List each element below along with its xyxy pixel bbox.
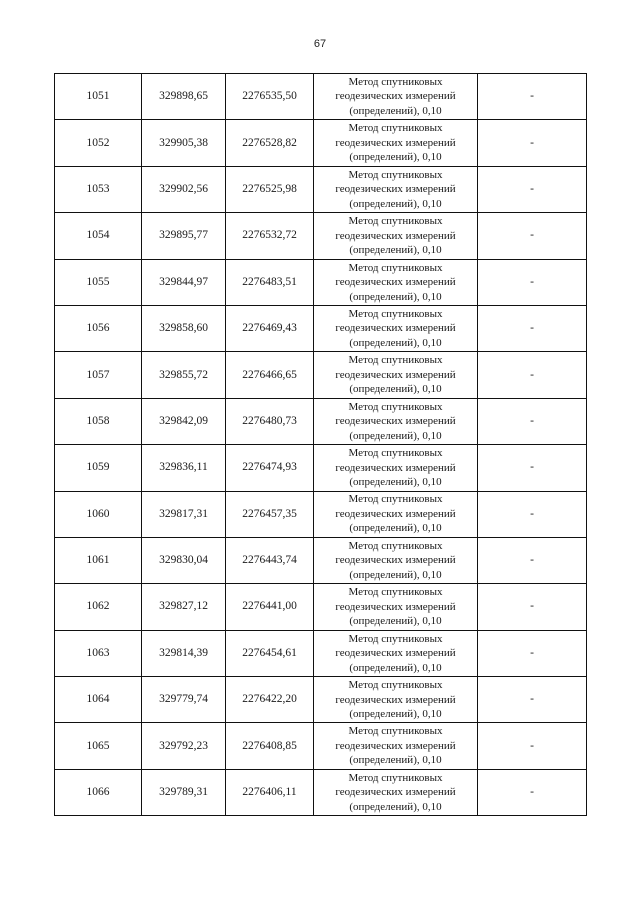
method-line: Метод спутниковых	[348, 447, 443, 460]
method-line: Метод спутниковых	[348, 679, 443, 692]
note-cell: -	[478, 630, 587, 676]
x-coordinate-cell: 329898,65	[142, 74, 226, 120]
point-number-cell: 1055	[55, 259, 142, 305]
point-number-cell: 1061	[55, 537, 142, 583]
x-coordinate-cell: 329827,12	[142, 584, 226, 630]
method-cell	[314, 630, 478, 676]
x-coordinate-cell: 329858,60	[142, 305, 226, 351]
method-cell	[314, 213, 478, 259]
note-cell: -	[478, 352, 587, 398]
note-cell: -	[478, 398, 587, 444]
point-number-cell: 1056	[55, 305, 142, 351]
table-row	[55, 305, 587, 351]
method-line: геодезических измерений	[335, 183, 456, 196]
method-line: Метод спутниковых	[348, 539, 443, 552]
point-number-cell: 1051	[55, 74, 142, 120]
method-cell	[314, 537, 478, 583]
method-line: геодезических измерений	[335, 554, 456, 567]
table-row	[55, 584, 587, 630]
table-row	[55, 677, 587, 723]
note-cell: -	[478, 491, 587, 537]
method-line: Метод спутниковых	[348, 632, 443, 645]
method-line: Метод спутниковых	[348, 122, 443, 135]
y-coordinate-cell: 2276528,82	[226, 120, 314, 166]
y-coordinate-cell: 2276535,50	[226, 74, 314, 120]
x-coordinate-cell: 329792,23	[142, 723, 226, 769]
coordinates-table	[54, 73, 587, 816]
table-row	[55, 723, 587, 769]
method-line: Метод спутниковых	[348, 493, 443, 506]
y-coordinate-cell: 2276443,74	[226, 537, 314, 583]
note-cell: -	[478, 74, 587, 120]
method-cell	[314, 584, 478, 630]
table-row	[55, 445, 587, 491]
x-coordinate-cell: 329902,56	[142, 166, 226, 212]
method-line: (определений), 0,10	[349, 290, 442, 303]
y-coordinate-cell: 2276474,93	[226, 445, 314, 491]
method-line: Метод спутниковых	[348, 307, 443, 320]
method-cell	[314, 305, 478, 351]
x-coordinate-cell: 329814,39	[142, 630, 226, 676]
method-line: геодезических измерений	[335, 507, 456, 520]
method-line: Метод спутниковых	[348, 261, 443, 274]
method-line: (определений), 0,10	[349, 244, 442, 257]
method-line: геодезических измерений	[335, 229, 456, 242]
note-cell: -	[478, 166, 587, 212]
y-coordinate-cell: 2276441,00	[226, 584, 314, 630]
method-line: Метод спутниковых	[348, 75, 443, 88]
x-coordinate-cell: 329855,72	[142, 352, 226, 398]
x-coordinate-cell: 329779,74	[142, 677, 226, 723]
method-cell	[314, 677, 478, 723]
method-line: геодезических измерений	[335, 461, 456, 474]
method-line: (определений), 0,10	[349, 708, 442, 721]
table-row	[55, 630, 587, 676]
method-line: геодезических измерений	[335, 368, 456, 381]
method-line: (определений), 0,10	[349, 661, 442, 674]
page-number: 67	[313, 38, 327, 50]
point-number-cell: 1058	[55, 398, 142, 444]
note-cell: -	[478, 213, 587, 259]
method-line: геодезических измерений	[335, 600, 456, 613]
y-coordinate-cell: 2276466,65	[226, 352, 314, 398]
point-number-cell: 1062	[55, 584, 142, 630]
method-line: геодезических измерений	[335, 739, 456, 752]
method-line: геодезических измерений	[335, 647, 456, 660]
note-cell: -	[478, 537, 587, 583]
method-line: (определений), 0,10	[349, 197, 442, 210]
method-line: Метод спутниковых	[348, 354, 443, 367]
point-number-cell: 1065	[55, 723, 142, 769]
x-coordinate-cell: 329817,31	[142, 491, 226, 537]
point-number-cell: 1060	[55, 491, 142, 537]
method-line: геодезических измерений	[335, 693, 456, 706]
table-row	[55, 769, 587, 815]
point-number-cell: 1066	[55, 769, 142, 815]
y-coordinate-cell: 2276469,43	[226, 305, 314, 351]
method-line: геодезических измерений	[335, 786, 456, 799]
point-number-cell: 1057	[55, 352, 142, 398]
table-row	[55, 259, 587, 305]
table-row	[55, 537, 587, 583]
y-coordinate-cell: 2276483,51	[226, 259, 314, 305]
method-line: (определений), 0,10	[349, 429, 442, 442]
method-line: геодезических измерений	[335, 415, 456, 428]
point-number-cell: 1054	[55, 213, 142, 259]
y-coordinate-cell: 2276457,35	[226, 491, 314, 537]
y-coordinate-cell: 2276480,73	[226, 398, 314, 444]
method-line: (определений), 0,10	[349, 151, 442, 164]
point-number-cell: 1059	[55, 445, 142, 491]
note-cell: -	[478, 723, 587, 769]
method-line: Метод спутниковых	[348, 771, 443, 784]
table-row	[55, 352, 587, 398]
method-line: (определений), 0,10	[349, 104, 442, 117]
method-line: (определений), 0,10	[349, 568, 442, 581]
x-coordinate-cell: 329830,04	[142, 537, 226, 583]
point-number-cell: 1053	[55, 166, 142, 212]
method-line: Метод спутниковых	[348, 725, 443, 738]
method-line: (определений), 0,10	[349, 336, 442, 349]
coordinates-table-body	[55, 74, 587, 816]
x-coordinate-cell: 329905,38	[142, 120, 226, 166]
method-line: Метод спутниковых	[348, 586, 443, 599]
x-coordinate-cell: 329844,97	[142, 259, 226, 305]
table-row	[55, 491, 587, 537]
method-line: (определений), 0,10	[349, 522, 442, 535]
note-cell: -	[478, 769, 587, 815]
note-cell: -	[478, 259, 587, 305]
method-line: геодезических измерений	[335, 322, 456, 335]
x-coordinate-cell: 329895,77	[142, 213, 226, 259]
note-cell: -	[478, 584, 587, 630]
method-line: (определений), 0,10	[349, 383, 442, 396]
y-coordinate-cell: 2276422,20	[226, 677, 314, 723]
method-cell	[314, 352, 478, 398]
method-cell	[314, 166, 478, 212]
point-number-cell: 1063	[55, 630, 142, 676]
method-line: геодезических измерений	[335, 136, 456, 149]
method-line: Метод спутниковых	[348, 168, 443, 181]
table-row	[55, 398, 587, 444]
note-cell: -	[478, 445, 587, 491]
method-cell	[314, 445, 478, 491]
method-line: Метод спутниковых	[348, 400, 443, 413]
method-cell	[314, 74, 478, 120]
method-line: (определений), 0,10	[349, 615, 442, 628]
y-coordinate-cell: 2276408,85	[226, 723, 314, 769]
method-cell	[314, 769, 478, 815]
table-row	[55, 74, 587, 120]
method-line: геодезических измерений	[335, 276, 456, 288]
note-cell: -	[478, 120, 587, 166]
y-coordinate-cell: 2276454,61	[226, 630, 314, 676]
method-cell	[314, 398, 478, 444]
method-cell	[314, 723, 478, 769]
method-line: (определений), 0,10	[349, 800, 442, 813]
method-cell	[314, 491, 478, 537]
method-line: Метод спутниковых	[348, 215, 443, 228]
table-row	[55, 213, 587, 259]
method-cell	[314, 120, 478, 166]
method-cell	[314, 259, 478, 305]
x-coordinate-cell: 329789,31	[142, 769, 226, 815]
y-coordinate-cell: 2276525,98	[226, 166, 314, 212]
x-coordinate-cell: 329836,11	[142, 445, 226, 491]
method-line: (определений), 0,10	[349, 476, 442, 489]
table-row	[55, 120, 587, 166]
note-cell: -	[478, 677, 587, 723]
table-row	[55, 166, 587, 212]
point-number-cell: 1064	[55, 677, 142, 723]
method-line: геодезических измерений	[335, 90, 456, 103]
y-coordinate-cell: 2276406,11	[226, 769, 314, 815]
point-number-cell: 1052	[55, 120, 142, 166]
method-line: (определений), 0,10	[349, 754, 442, 767]
y-coordinate-cell: 2276532,72	[226, 213, 314, 259]
x-coordinate-cell: 329842,09	[142, 398, 226, 444]
note-cell: -	[478, 305, 587, 351]
